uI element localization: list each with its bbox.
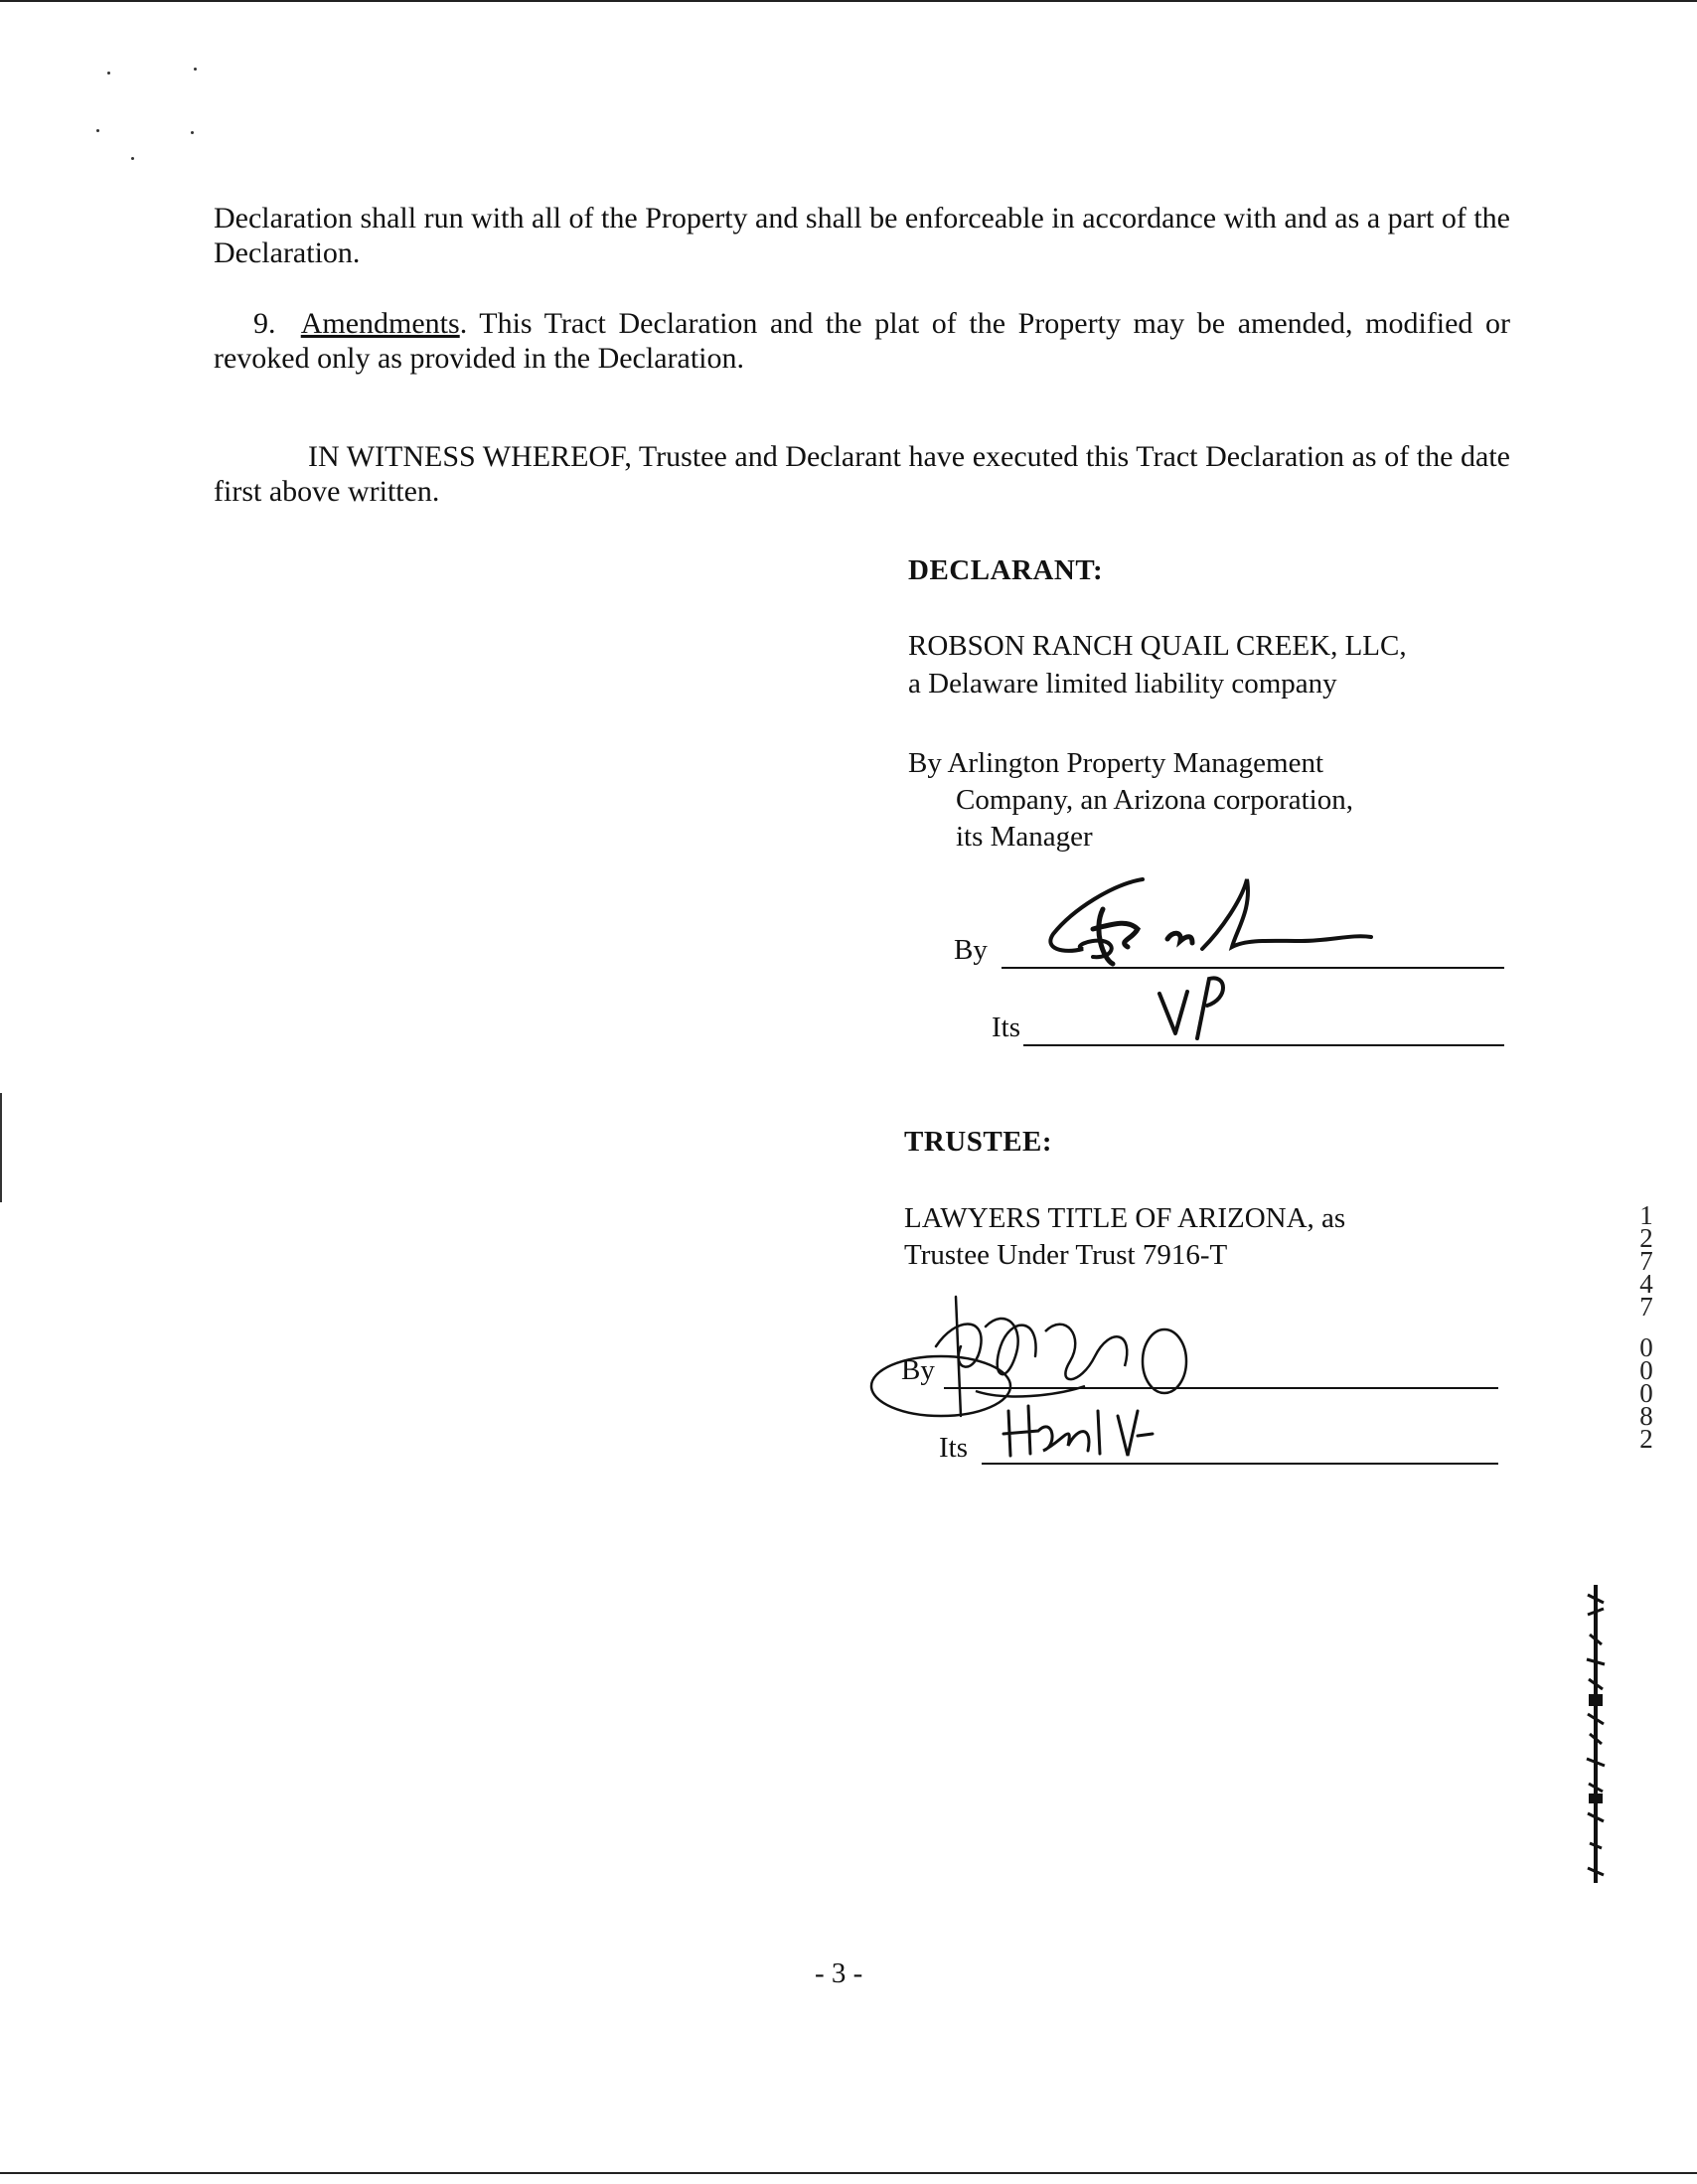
section-9-heading: Amendments [300,307,460,340]
page-bottom-edge [0,2172,1697,2174]
page-number: - 3 - [815,1957,863,1989]
witness-paragraph [214,439,1510,509]
trustee-by-label: By [901,1354,935,1386]
declarant-its-signature-line [1023,1044,1504,1046]
scan-speck [191,131,194,134]
declarant-its-handwritten-vp [1157,974,1237,1043]
trustee-company-name: LAWYERS TITLE OF ARIZONA, as [904,1202,1346,1234]
page-top-edge [0,0,1697,2]
declarant-manager-line-3: its Manager [956,821,1093,853]
witness-text: IN WITNESS WHEREOF, Trustee and Declarant have executed this Tract Declaration as of the date first above written. [214,440,1510,508]
declarant-heading: DECLARANT: [908,554,1104,586]
declarant-manager-line-1: By Arlington Property Management [908,747,1324,779]
page-left-edge-mark [0,1093,2,1202]
section-9-paragraph [214,306,1510,376]
section-9-number: 9. [253,307,276,340]
declarant-by-label: By [954,934,988,966]
declarant-signature [1033,869,1391,979]
declarant-its-label: Its [992,1012,1020,1043]
trustee-its-handwritten-title [999,1396,1157,1466]
scan-speck [194,68,197,71]
declarant-company-name: ROBSON RANCH QUAIL CREEK, LLC, [908,630,1407,662]
scan-speck [107,72,110,75]
declarant-company-description: a Delaware limited liability company [908,668,1337,700]
declarant-manager-line-2: Company, an Arizona corporation, [956,784,1353,816]
trustee-heading: TRUSTEE: [904,1126,1053,1158]
scan-speck [96,129,99,132]
declaration-continuation-paragraph: Declaration shall run with all of the Property and shall be enforceable in accordance with and as a part of the Declaration. [214,202,1510,269]
section-9-text: . This Tract Declaration and the plat of the Property may be amended, modified or revoked only as provided in the Declaration. [214,307,1511,375]
recorder-seal-mark [1584,1585,1608,1883]
trustee-its-label: Its [939,1432,968,1464]
recording-number-stamp: 1 2 7 4 7 0 0 0 8 2 [1639,1200,1653,1454]
trustee-company-description: Trustee Under Trust 7916-T [904,1239,1228,1271]
scan-speck [131,157,134,160]
